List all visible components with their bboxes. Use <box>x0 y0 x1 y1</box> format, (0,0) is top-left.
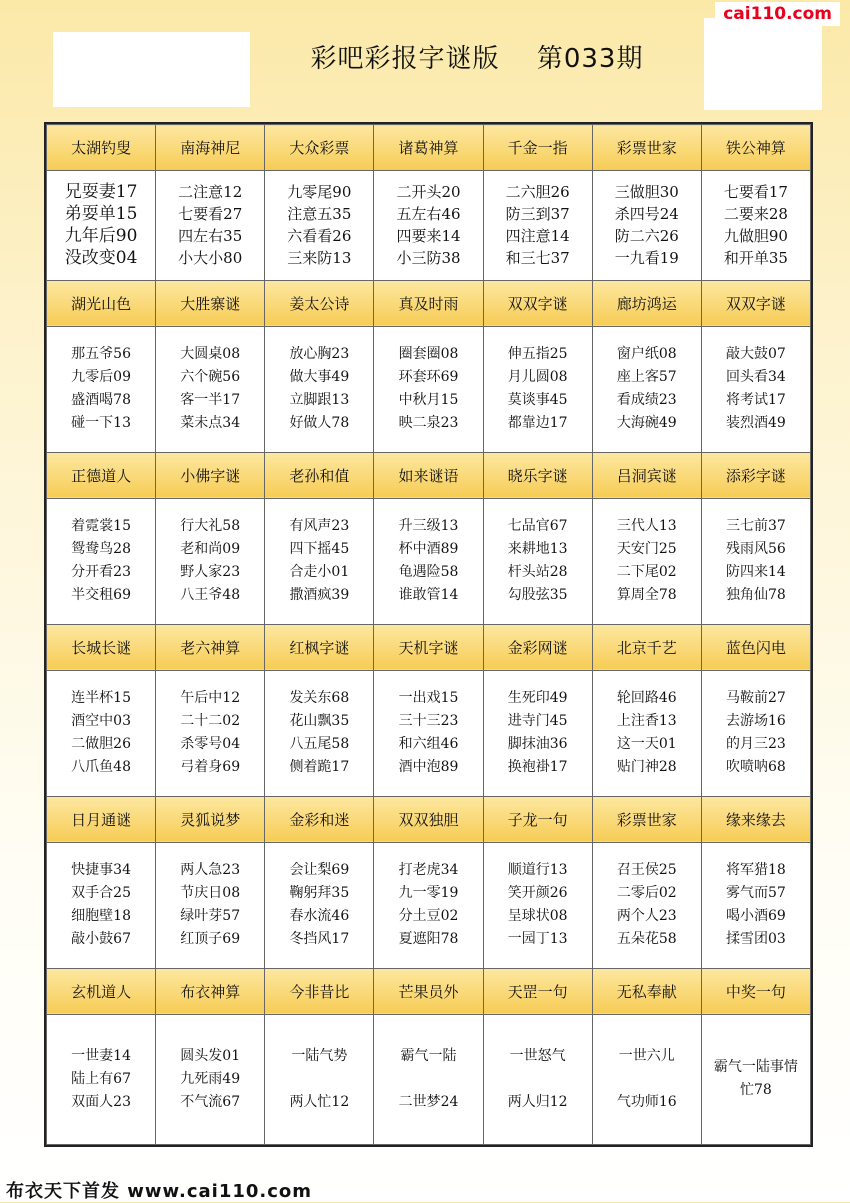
column-header: 玄机道人 <box>47 968 156 1014</box>
riddle-line: 莫谈事45 <box>507 392 568 409</box>
riddle-line: 三做胆30 <box>614 183 679 202</box>
riddle-cell <box>483 170 592 280</box>
riddle-cell <box>374 842 483 968</box>
riddle-line: 两个人23 <box>616 908 677 925</box>
riddle-line: 谁敢管14 <box>398 587 459 604</box>
riddle-line: 二下尾02 <box>616 564 677 581</box>
riddle-cell <box>701 326 810 452</box>
riddle-line: 杆头站28 <box>507 564 568 581</box>
riddle-line: 三来防13 <box>287 249 352 268</box>
riddle-line: 九做胆90 <box>723 227 788 246</box>
riddle-line: 上注香13 <box>616 713 677 730</box>
riddle-line: 三七前37 <box>726 518 786 535</box>
riddle-cell <box>47 670 156 796</box>
riddle-row <box>47 498 811 624</box>
riddle-line: 九零尾90 <box>287 183 352 202</box>
riddle-row <box>47 842 811 968</box>
riddle-cell <box>47 326 156 452</box>
riddle-line: 盛酒喝78 <box>71 392 131 409</box>
riddle-cell <box>592 170 701 280</box>
column-header: 如来谜语 <box>374 452 483 498</box>
riddle-line: 升三级13 <box>398 518 459 535</box>
column-header: 双双字谜 <box>483 280 592 326</box>
riddle-line: 防二六26 <box>614 227 679 246</box>
riddle-line: 三代人13 <box>616 518 677 535</box>
riddle-line: 侧着跪17 <box>289 759 350 776</box>
riddle-line: 一世怒气 <box>509 1047 566 1064</box>
column-header: 诸葛神算 <box>374 125 483 171</box>
riddle-line: 环套环69 <box>398 369 459 386</box>
riddle-cell <box>374 1014 483 1144</box>
riddle-line: 酒空中03 <box>71 713 131 730</box>
footer-tagline: 布衣天下首发 www.cai110.com <box>6 1181 313 1202</box>
riddle-line: 将军猎18 <box>726 862 786 879</box>
riddle-line: 节庆日08 <box>180 885 241 902</box>
riddle-line: 行大礼58 <box>180 518 241 535</box>
riddle-line: 五朵花58 <box>616 931 677 948</box>
blank-panel-right <box>704 18 822 110</box>
riddle-cell <box>374 498 483 624</box>
column-header: 小佛字谜 <box>156 452 265 498</box>
column-header: 灵狐说梦 <box>156 796 265 842</box>
riddle-cell <box>483 842 592 968</box>
riddle-line: 七要看27 <box>178 205 243 224</box>
riddle-line: 分开看23 <box>71 564 131 581</box>
riddle-cell <box>483 1014 592 1144</box>
riddle-line: 气功师16 <box>616 1093 677 1110</box>
riddle-line: 立脚跟13 <box>289 392 350 409</box>
riddle-line: 八五尾58 <box>289 736 350 753</box>
riddle-line: 装烈酒49 <box>726 415 786 432</box>
column-header: 太湖钓叟 <box>47 125 156 171</box>
riddle-line: 红顶子69 <box>180 931 241 948</box>
line-gap <box>593 1068 701 1091</box>
blank-panel-left <box>53 32 250 107</box>
column-header: 双双独胆 <box>374 796 483 842</box>
riddle-line: 八爪鱼48 <box>71 759 131 776</box>
riddle-line: 七要看17 <box>723 183 788 202</box>
line-gap <box>265 1068 373 1091</box>
riddle-line: 伸五指25 <box>507 346 568 363</box>
riddle-line: 两人归12 <box>507 1093 568 1110</box>
riddle-line: 轮回路46 <box>616 690 677 707</box>
header-row <box>47 796 811 842</box>
column-header: 双双字谜 <box>701 280 810 326</box>
riddle-line: 春水流46 <box>289 908 350 925</box>
riddle-cell <box>592 670 701 796</box>
column-header: 千金一指 <box>483 125 592 171</box>
riddle-line: 看成绩23 <box>616 392 677 409</box>
riddle-line: 有风声23 <box>289 518 350 535</box>
riddle-line: 陆上有67 <box>71 1070 131 1087</box>
riddle-cell <box>265 842 374 968</box>
riddle-line: 细胞壁18 <box>71 908 131 925</box>
riddle-line: 菜未点34 <box>180 415 241 432</box>
riddle-line: 打老虎34 <box>398 862 459 879</box>
line-gap <box>374 1068 482 1091</box>
riddle-cell <box>701 670 810 796</box>
riddle-line: 碰一下13 <box>71 415 131 432</box>
riddle-line: 一园丁13 <box>507 931 568 948</box>
riddle-line: 合走小01 <box>289 564 350 581</box>
riddle-line: 做大事49 <box>289 369 350 386</box>
column-header: 北京千艺 <box>592 624 701 670</box>
riddle-line: 好做人78 <box>289 415 350 432</box>
riddle-line: 来耕地13 <box>507 541 568 558</box>
riddle-line: 七品官67 <box>507 518 568 535</box>
riddle-line: 四下摇45 <box>289 541 350 558</box>
column-header: 无私奉献 <box>592 968 701 1014</box>
column-header: 天机字谜 <box>374 624 483 670</box>
riddle-line: 二世梦24 <box>398 1093 459 1110</box>
riddle-row <box>47 670 811 796</box>
riddle-line: 进寺门45 <box>507 713 568 730</box>
column-header: 子龙一句 <box>483 796 592 842</box>
riddle-cell <box>374 170 483 280</box>
riddle-line: 和开单35 <box>723 249 788 268</box>
riddle-line: 不气流67 <box>180 1093 241 1110</box>
riddle-line: 一九看19 <box>614 249 679 268</box>
riddle-line: 中秋月15 <box>398 392 459 409</box>
riddle-line: 防四来14 <box>726 564 786 581</box>
riddle-cell <box>47 1014 156 1144</box>
riddle-line: 三十三23 <box>398 713 459 730</box>
riddle-cell <box>156 842 265 968</box>
column-header: 老六神算 <box>156 624 265 670</box>
riddle-cell <box>156 498 265 624</box>
riddle-line: 换袍褂17 <box>507 759 568 776</box>
column-header: 湖光山色 <box>47 280 156 326</box>
riddle-line: 映二泉23 <box>398 415 459 432</box>
riddle-line: 兄耍妻17 <box>64 182 138 203</box>
column-header: 金彩和迷 <box>265 796 374 842</box>
riddle-line: 花山飘35 <box>289 713 350 730</box>
riddle-line: 天安门25 <box>616 541 677 558</box>
riddle-line: 六个碗56 <box>180 369 241 386</box>
column-header: 廊坊鸿运 <box>592 280 701 326</box>
riddle-line: 鞠躬拜35 <box>289 885 350 902</box>
riddle-line: 绿叶芽57 <box>180 908 241 925</box>
column-header: 添彩字谜 <box>701 452 810 498</box>
riddle-line: 二要来28 <box>723 205 788 224</box>
riddle-line: 和三七37 <box>505 249 570 268</box>
riddle-cell <box>592 326 701 452</box>
riddle-line: 分土豆02 <box>398 908 459 925</box>
column-header: 晓乐字谜 <box>483 452 592 498</box>
riddle-line: 撒酒疯39 <box>289 587 350 604</box>
riddle-line: 大海碗49 <box>616 415 677 432</box>
column-header: 日月通谜 <box>47 796 156 842</box>
riddle-line: 四左右35 <box>178 227 243 246</box>
riddle-line: 八王爷48 <box>180 587 241 604</box>
riddle-line: 贴门神28 <box>616 759 677 776</box>
riddle-line: 回头看34 <box>726 369 786 386</box>
riddle-cell <box>701 498 810 624</box>
riddle-cell <box>47 842 156 968</box>
column-header: 吕洞宾谜 <box>592 452 701 498</box>
riddle-line: 敲小鼓67 <box>71 931 131 948</box>
riddle-cell <box>592 498 701 624</box>
riddle-line: 揉雪团03 <box>726 931 786 948</box>
riddle-cell <box>483 498 592 624</box>
riddle-line: 这一天01 <box>616 736 677 753</box>
riddle-line: 老和尚09 <box>180 541 241 558</box>
riddle-line: 一世六儿 <box>618 1047 675 1064</box>
riddle-line: 一世妻14 <box>71 1047 131 1064</box>
riddle-line: 二开头20 <box>396 183 461 202</box>
riddle-line: 吹喷呐68 <box>726 759 786 776</box>
riddle-line: 月儿圆08 <box>507 369 568 386</box>
riddle-sheet <box>44 122 813 1147</box>
column-header: 老孙和值 <box>265 452 374 498</box>
column-header: 芒果员外 <box>374 968 483 1014</box>
riddle-line: 顺道行13 <box>507 862 568 879</box>
riddle-line: 两人忙12 <box>289 1093 350 1110</box>
riddle-line: 残雨风56 <box>726 541 786 558</box>
riddle-line: 午后中12 <box>180 690 241 707</box>
riddle-line: 五左右46 <box>396 205 461 224</box>
riddle-line: 发关东68 <box>289 690 350 707</box>
riddle-line: 弓着身69 <box>180 759 241 776</box>
header-row <box>47 280 811 326</box>
column-header: 大胜寨谜 <box>156 280 265 326</box>
riddle-row <box>47 1014 811 1144</box>
riddle-cell <box>265 1014 374 1144</box>
riddle-line: 敲大鼓07 <box>726 346 786 363</box>
column-header: 姜太公诗 <box>265 280 374 326</box>
riddle-line: 座上客57 <box>616 369 677 386</box>
riddle-line: 霸气一陆事情 <box>713 1059 798 1076</box>
riddle-line: 冬挡风17 <box>289 931 350 948</box>
column-header: 真及时雨 <box>374 280 483 326</box>
header-row <box>47 624 811 670</box>
riddle-cell <box>265 170 374 280</box>
riddle-cell <box>47 170 156 280</box>
riddle-line: 二零后02 <box>616 885 677 902</box>
riddle-line: 双面人23 <box>71 1093 131 1110</box>
riddle-line: 马鞍前27 <box>726 690 786 707</box>
riddle-line: 二六胆26 <box>505 183 570 202</box>
riddle-line: 九一零19 <box>398 885 459 902</box>
riddle-line: 快捷事34 <box>71 862 131 879</box>
riddle-line: 生死印49 <box>507 690 568 707</box>
riddle-line: 召王侯25 <box>616 862 677 879</box>
column-header: 金彩网谜 <box>483 624 592 670</box>
riddle-line: 放心胸23 <box>289 346 350 363</box>
riddle-line: 杯中酒89 <box>398 541 459 558</box>
column-header: 彩票世家 <box>592 796 701 842</box>
riddle-line: 二做胆26 <box>71 736 131 753</box>
riddle-line: 将考试17 <box>726 392 786 409</box>
riddle-cell <box>592 1014 701 1144</box>
riddle-line: 二十二02 <box>180 713 241 730</box>
riddle-line: 去游场16 <box>726 713 786 730</box>
riddle-line: 雾气而57 <box>726 885 786 902</box>
riddle-line: 四注意14 <box>505 227 570 246</box>
column-header: 中奖一句 <box>701 968 810 1014</box>
riddle-line: 双手合25 <box>71 885 131 902</box>
column-header: 南海神尼 <box>156 125 265 171</box>
riddle-line: 九零后09 <box>71 369 131 386</box>
riddle-line: 和六组46 <box>398 736 459 753</box>
column-header: 红枫字谜 <box>265 624 374 670</box>
title-issue: 第033期 <box>536 44 644 74</box>
title-main: 彩吧彩报字谜版 <box>310 44 500 74</box>
riddle-cell <box>156 326 265 452</box>
riddle-line: 客一半17 <box>180 392 241 409</box>
column-header: 布衣神算 <box>156 968 265 1014</box>
riddle-line: 呈球状08 <box>507 908 568 925</box>
riddle-line: 那五爷56 <box>71 346 131 363</box>
riddle-line: 二注意12 <box>178 183 243 202</box>
column-header: 缘来缘去 <box>701 796 810 842</box>
page-title <box>250 38 704 75</box>
riddle-cell <box>374 326 483 452</box>
riddle-line: 大圆桌08 <box>180 346 241 363</box>
riddle-cell <box>156 1014 265 1144</box>
riddle-line: 脚抹油36 <box>507 736 568 753</box>
riddle-line: 两人急23 <box>180 862 241 879</box>
column-header: 长城长谜 <box>47 624 156 670</box>
riddle-line: 半交租69 <box>71 587 131 604</box>
column-header: 今非昔比 <box>265 968 374 1014</box>
riddle-line: 小大小80 <box>178 249 243 268</box>
header-row <box>47 968 811 1014</box>
riddle-line: 一出戏15 <box>398 690 459 707</box>
riddle-line: 算周全78 <box>616 587 677 604</box>
riddle-line: 忙78 <box>740 1082 772 1099</box>
riddle-line: 独角仙78 <box>726 587 786 604</box>
riddle-cell <box>592 842 701 968</box>
riddle-cell <box>47 498 156 624</box>
riddle-line: 连半杯15 <box>71 690 131 707</box>
column-header: 天罡一句 <box>483 968 592 1014</box>
riddle-line: 九死雨49 <box>180 1070 241 1087</box>
riddle-line: 杀零号04 <box>180 736 241 753</box>
riddle-cell <box>701 842 810 968</box>
riddle-line: 笑开颜26 <box>507 885 568 902</box>
riddle-cell <box>483 326 592 452</box>
riddle-line: 六看看26 <box>287 227 352 246</box>
riddle-line: 九年后90 <box>64 226 138 247</box>
riddle-line: 弟耍单15 <box>64 204 138 225</box>
riddle-line: 都靠边17 <box>507 415 568 432</box>
riddle-line: 圈套圈08 <box>398 346 459 363</box>
riddle-cell <box>265 670 374 796</box>
riddle-line: 龟遇险58 <box>398 564 459 581</box>
riddle-line: 的月三23 <box>726 736 786 753</box>
riddle-line: 霸气一陆 <box>400 1047 457 1064</box>
riddle-cell <box>265 326 374 452</box>
riddle-row <box>47 326 811 452</box>
riddle-line: 一陆气势 <box>291 1047 348 1064</box>
riddle-line: 喝小酒69 <box>726 908 786 925</box>
riddle-cell <box>156 170 265 280</box>
riddle-cell <box>156 670 265 796</box>
riddle-line: 注意五35 <box>287 205 352 224</box>
riddle-line: 夏遮阳78 <box>398 931 459 948</box>
riddle-line: 酒中泡89 <box>398 759 459 776</box>
line-gap <box>484 1068 592 1091</box>
riddle-table <box>46 124 811 1145</box>
column-header: 大众彩票 <box>265 125 374 171</box>
riddle-line: 防三到37 <box>505 205 570 224</box>
riddle-line: 窗户纸08 <box>616 346 677 363</box>
column-header: 蓝色闪电 <box>701 624 810 670</box>
riddle-line: 着霓裳15 <box>71 518 131 535</box>
riddle-row <box>47 170 811 280</box>
site-logo: cai110.com <box>715 2 840 26</box>
riddle-line: 野人家23 <box>180 564 241 581</box>
riddle-line: 杀四号24 <box>614 205 679 224</box>
riddle-cell <box>483 670 592 796</box>
header-row <box>47 452 811 498</box>
riddle-cell <box>701 170 810 280</box>
column-header: 彩票世家 <box>592 125 701 171</box>
riddle-line: 勾股弦35 <box>507 587 568 604</box>
riddle-cell <box>265 498 374 624</box>
riddle-line: 圆头发01 <box>180 1047 241 1064</box>
riddle-line: 鸳鸯鸟28 <box>71 541 131 558</box>
column-header: 正德道人 <box>47 452 156 498</box>
riddle-cell <box>374 670 483 796</box>
riddle-line: 没改变04 <box>64 248 138 269</box>
column-header: 铁公神算 <box>701 125 810 171</box>
riddle-cell <box>701 1014 810 1144</box>
header-row <box>47 125 811 171</box>
riddle-line: 四要来14 <box>396 227 461 246</box>
riddle-line: 会让梨69 <box>289 862 350 879</box>
riddle-line: 小三防38 <box>396 249 461 268</box>
